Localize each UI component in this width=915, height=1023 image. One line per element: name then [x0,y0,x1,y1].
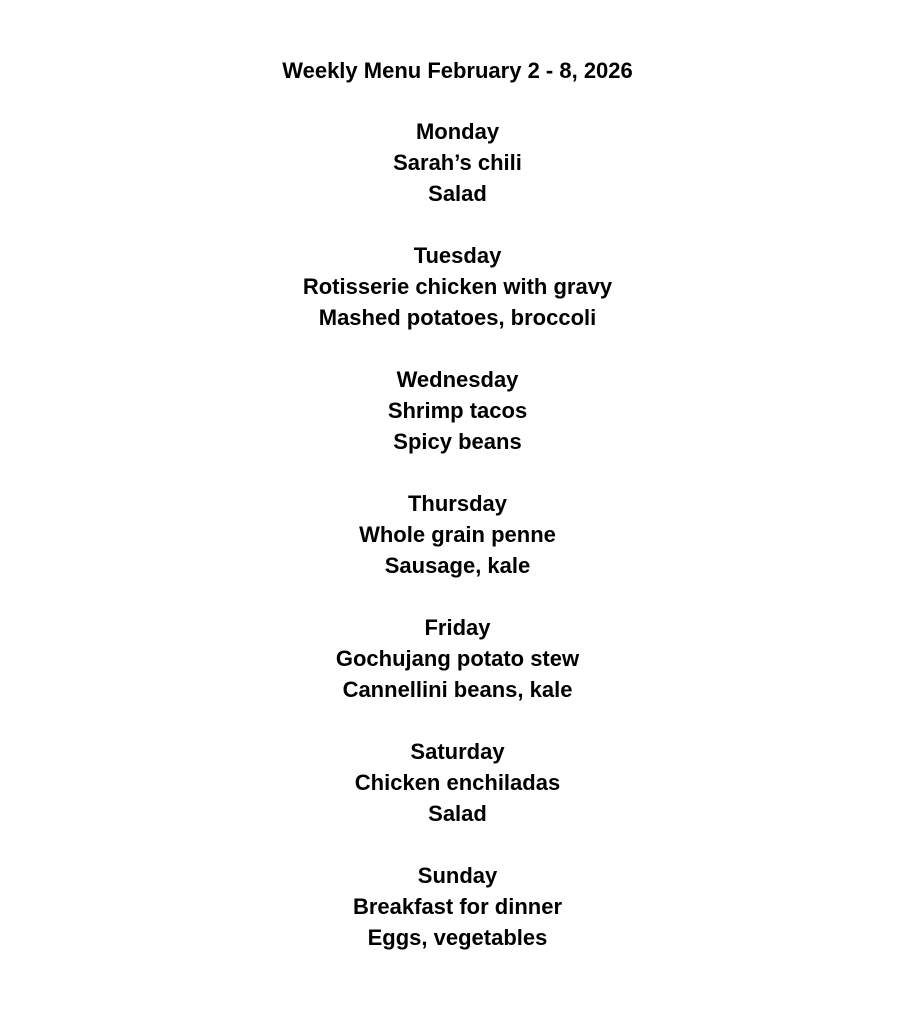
day-name: Thursday [407,491,508,516]
main-dish: Chicken enchiladas [354,770,561,795]
side-dish: Sausage, kale [384,553,531,578]
day-block-friday [0,612,915,705]
day-name: Tuesday [413,243,502,268]
main-dish: Shrimp tacos [387,398,528,423]
side-dish: Mashed potatoes, broccoli [318,305,597,330]
day-name: Saturday [410,739,505,764]
day-block-tuesday [0,240,915,333]
day-block-sunday [0,860,915,953]
day-block-wednesday [0,364,915,457]
main-dish: Sarah’s chili [393,150,522,175]
side-dish: Cannellini beans, kale [342,677,573,702]
main-dish: Rotisserie chicken with gravy [302,274,613,299]
day-name: Sunday [417,863,498,888]
day-block-thursday [0,488,915,581]
day-name: Wednesday [396,367,519,392]
menu-title: Weekly Menu February 2 - 8, 2026 [282,58,633,83]
day-name: Friday [424,615,491,640]
main-dish: Gochujang potato stew [335,646,580,671]
day-name: Monday [415,119,500,144]
side-dish: Eggs, vegetables [367,925,548,950]
main-dish: Breakfast for dinner [352,894,563,919]
side-dish: Salad [428,801,487,826]
day-block-saturday [0,736,915,829]
side-dish: Salad [428,181,487,206]
main-dish: Whole grain penne [359,522,556,547]
day-block-monday [0,116,915,209]
side-dish: Spicy beans [393,429,522,454]
